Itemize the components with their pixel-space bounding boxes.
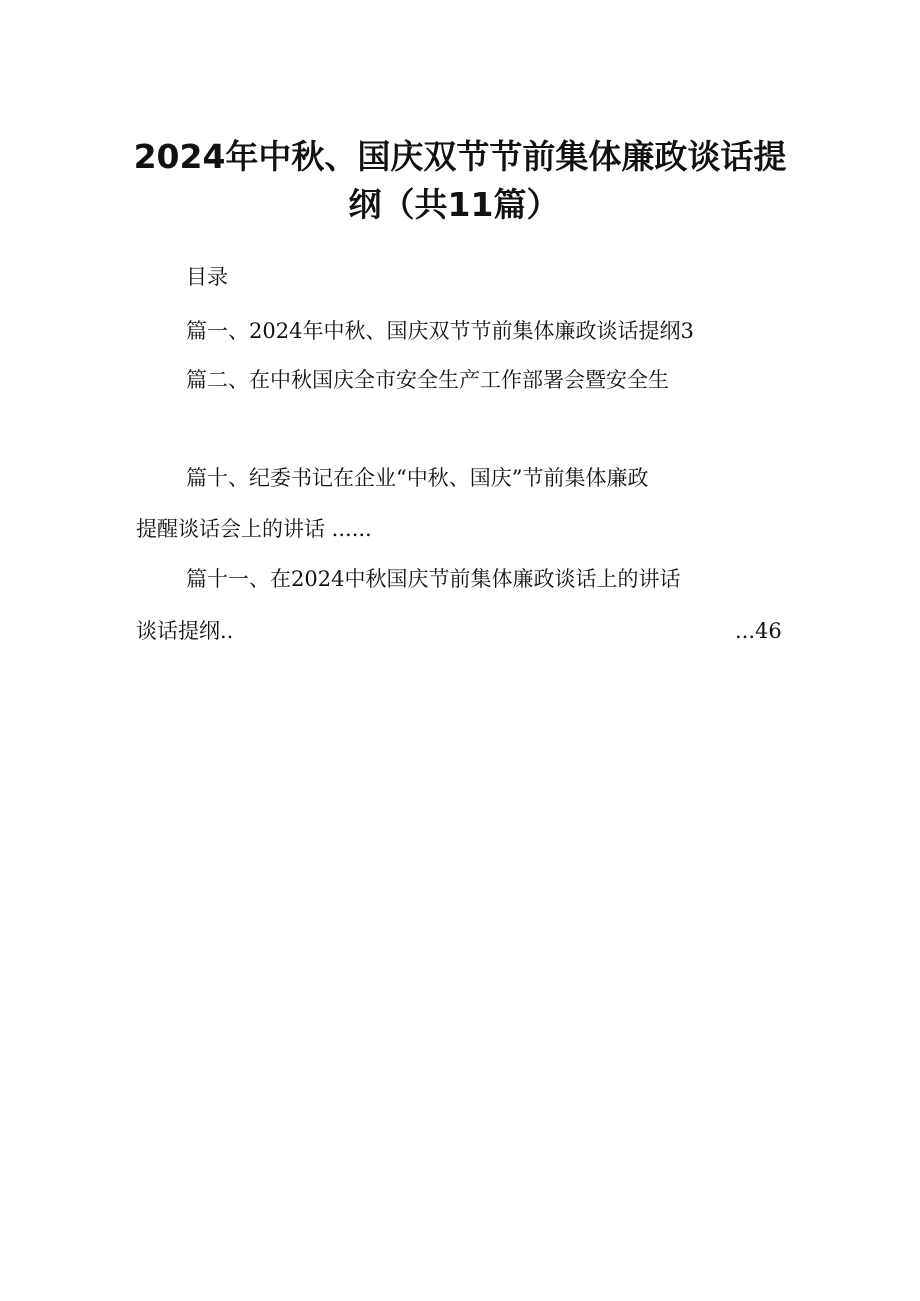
- toc-entry-2: 篇二、在中秋国庆全市安全生产工作部署会暨安全生: [186, 368, 669, 392]
- toc-heading: 目录: [186, 265, 228, 289]
- toc-entry-1: 篇一、2024年中秋、国庆双节节前集体廉政谈话提纲3: [186, 319, 694, 343]
- toc-entry-10-continued: 提醒谈话会上的讲话 ......: [136, 517, 372, 541]
- document-title-line-2: 纲（共11篇）: [348, 185, 560, 224]
- toc-entry-10: 篇十、纪委书记在企业“中秋、国庆”节前集体廉政: [186, 466, 649, 490]
- toc-page-number: ...46: [735, 619, 782, 643]
- toc-entry-11: 篇十一、在2024中秋国庆节前集体廉政谈话上的讲话: [186, 567, 681, 591]
- document-title-line-1: 2024年中秋、国庆双节节前集体廉政谈话提: [133, 137, 787, 176]
- toc-entry-11-continued: 谈话提纲..: [136, 619, 234, 643]
